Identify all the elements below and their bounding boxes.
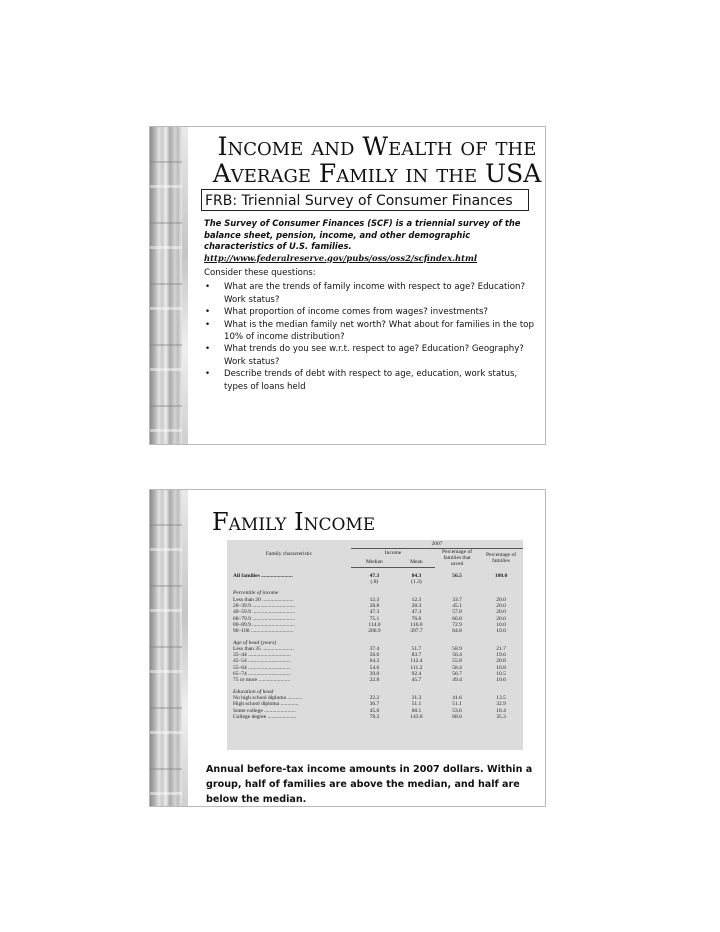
row-label: No high school diploma ........... <box>233 694 303 701</box>
cell-pct: 18.4 <box>496 707 506 714</box>
cell-se-mean: (1.3) <box>411 579 422 586</box>
cell-mean: 397.7 <box>410 628 423 635</box>
row-label: 35–44 ............................... <box>233 652 291 659</box>
description-text: The Survey of Consumer Finances (SCF) is a triennial survey of the balance sheet, pension, income, and other demographic characteristics of U.S. families. <box>204 218 521 251</box>
cell-pct: 16.8 <box>496 664 506 671</box>
cell-median: 28.8 <box>369 603 380 610</box>
row-label: All families ....................... <box>233 572 293 579</box>
col-percentage-families: Percentage of families <box>485 551 517 564</box>
cell-mean: 28.3 <box>411 603 422 610</box>
cell-pct: 10.0 <box>496 628 506 635</box>
row-label: Some college ....................... <box>233 707 296 714</box>
col-median: Median <box>351 558 398 568</box>
cell-pct: 10.5 <box>496 671 506 678</box>
cell-mean: 143.8 <box>410 713 423 720</box>
cell-median: 47.3 <box>369 572 380 579</box>
row-label: Less than 20 ....................... <box>233 596 294 603</box>
scf-link[interactable]: http://www.federalreserve.gov/pubs/oss/oss2/scfindex.html <box>204 252 478 263</box>
cell-se-median: (.8) <box>370 579 379 586</box>
row-label: 60–79.9 ............................... <box>233 615 295 622</box>
cell-mean: 51.1 <box>411 701 422 708</box>
cell-mean: 84.3 <box>411 572 422 579</box>
cell-median: 22.2 <box>369 694 380 701</box>
cell-pct: 20.0 <box>496 615 506 622</box>
row-label: 40–59.9 ............................... <box>233 609 295 616</box>
cell-mean: 76.6 <box>411 615 422 622</box>
cell-median: 114.0 <box>368 621 381 628</box>
cell-mean: 68.1 <box>411 707 422 714</box>
cell-pct: 20.8 <box>496 658 506 665</box>
row-label: College degree ..................... <box>233 713 297 720</box>
cell-saved: 41.6 <box>452 694 462 701</box>
section-heading: Percentile of income <box>233 590 279 597</box>
section-heading: Age of head (years) <box>233 639 277 646</box>
cell-saved: 66.8 <box>452 615 462 622</box>
cell-mean: 12.3 <box>411 596 422 603</box>
cell-saved: 56.7 <box>452 671 462 678</box>
cell-mean: 112.4 <box>410 658 423 665</box>
cell-saved: 68.6 <box>452 713 462 720</box>
questions-list <box>204 267 542 393</box>
cell-median: 22.8 <box>369 677 380 684</box>
cell-pct: 19.6 <box>496 652 506 659</box>
table-row <box>227 714 523 720</box>
slide-income-wealth <box>149 126 546 445</box>
cell-pct: 100.0 <box>494 572 508 579</box>
cell-median: 36.7 <box>369 701 380 708</box>
cell-pct: 10.6 <box>496 677 506 684</box>
col-mean: Mean <box>398 558 435 568</box>
row-label: 45–54 ............................... <box>233 658 291 665</box>
cell-mean: 116.0 <box>410 621 423 628</box>
cell-saved: 56.4 <box>452 652 462 659</box>
cell-mean: 111.2 <box>410 664 423 671</box>
cell-saved: 33.7 <box>452 596 462 603</box>
row-label: 55–64 ............................... <box>233 664 291 671</box>
slide-family-income <box>149 489 546 807</box>
row-label: High school diploma ............. <box>233 701 299 708</box>
cell-mean: 92.4 <box>411 671 422 678</box>
slide-title: Income and Wealth of the Average Family in the USA <box>212 132 542 188</box>
row-label: 80–89.9 ............................... <box>233 621 295 628</box>
cell-median: 47.3 <box>369 609 380 616</box>
cell-saved: 58.9 <box>452 645 462 652</box>
question-item: • What are the trends of family income with respect to age? Education? Work status? <box>204 281 542 306</box>
cell-median: 78.2 <box>369 713 380 720</box>
cell-mean: 51.7 <box>411 645 422 652</box>
cell-mean: 45.7 <box>411 677 422 684</box>
survey-description <box>204 218 540 264</box>
year-header: 2007 <box>351 540 523 548</box>
cell-pct: 20.0 <box>496 596 506 603</box>
col-income: Income <box>384 549 402 556</box>
questions-lead: Consider these questions: <box>204 268 316 278</box>
family-income-table <box>227 540 523 750</box>
cell-saved: 84.8 <box>452 628 462 635</box>
cell-median: 56.6 <box>369 652 380 659</box>
cell-pct: 10.0 <box>496 621 506 628</box>
col-family-characteristic: Family characteristic <box>265 550 313 557</box>
cell-saved: 72.9 <box>452 621 462 628</box>
cell-pct: 20.0 <box>496 609 506 616</box>
slide-title: Family Income <box>212 508 376 536</box>
cell-median: 45.6 <box>369 707 380 714</box>
cell-median: 37.4 <box>369 645 380 652</box>
cell-pct: 35.3 <box>496 713 506 720</box>
question-item: • What is the median family net worth? What about for families in the top 10% of income distribution? <box>204 319 542 344</box>
cell-median: 75.1 <box>369 615 380 622</box>
cell-mean: 31.3 <box>411 694 422 701</box>
row-label: 20–39.9 ............................... <box>233 603 295 610</box>
row-label: Less than 35 ....................... <box>233 645 294 652</box>
row-label: 65–74 ............................... <box>233 671 291 678</box>
table-note: Annual before-tax income amounts in 2007 dollars. Within a group, half of families are above the median, and half are below the median. <box>206 764 533 805</box>
cell-saved: 53.6 <box>452 707 462 714</box>
cell-pct: 21.7 <box>496 645 506 652</box>
cell-saved: 58.4 <box>452 664 462 671</box>
cell-saved: 49.4 <box>452 677 462 684</box>
cell-pct: 13.5 <box>496 694 506 701</box>
cell-saved: 56.5 <box>452 572 462 579</box>
cell-median: 39.0 <box>369 671 380 678</box>
row-label: 75 or more ....................... <box>233 677 291 684</box>
section-heading: Education of head <box>233 688 274 695</box>
row-label: 90–100 ............................... <box>233 628 294 635</box>
cell-median: 54.6 <box>369 664 380 671</box>
cell-saved: 55.8 <box>452 658 462 665</box>
cell-pct: 32.9 <box>496 701 506 708</box>
question-item: • What trends do you see w.r.t. respect to age? Education? Geography? Work status? <box>204 343 542 368</box>
cell-pct: 20.0 <box>496 603 506 610</box>
cell-median: 206.9 <box>368 628 381 635</box>
question-item: • What proportion of income comes from wages? investments? <box>204 306 542 318</box>
cell-mean: 83.7 <box>411 652 422 659</box>
cell-median: 12.3 <box>369 596 380 603</box>
cell-saved: 51.1 <box>452 701 462 708</box>
cell-mean: 47.3 <box>411 609 422 616</box>
cell-median: 64.2 <box>369 658 380 665</box>
cell-saved: 45.1 <box>452 603 462 610</box>
cell-saved: 57.8 <box>452 609 462 616</box>
subtitle-box: FRB: Triennial Survey of Consumer Finances <box>201 189 529 211</box>
question-item: • Describe trends of debt with respect to age, education, work status, types of loans held <box>204 368 542 393</box>
col-percentage-saved: Percentage of families that saved <box>441 548 473 568</box>
